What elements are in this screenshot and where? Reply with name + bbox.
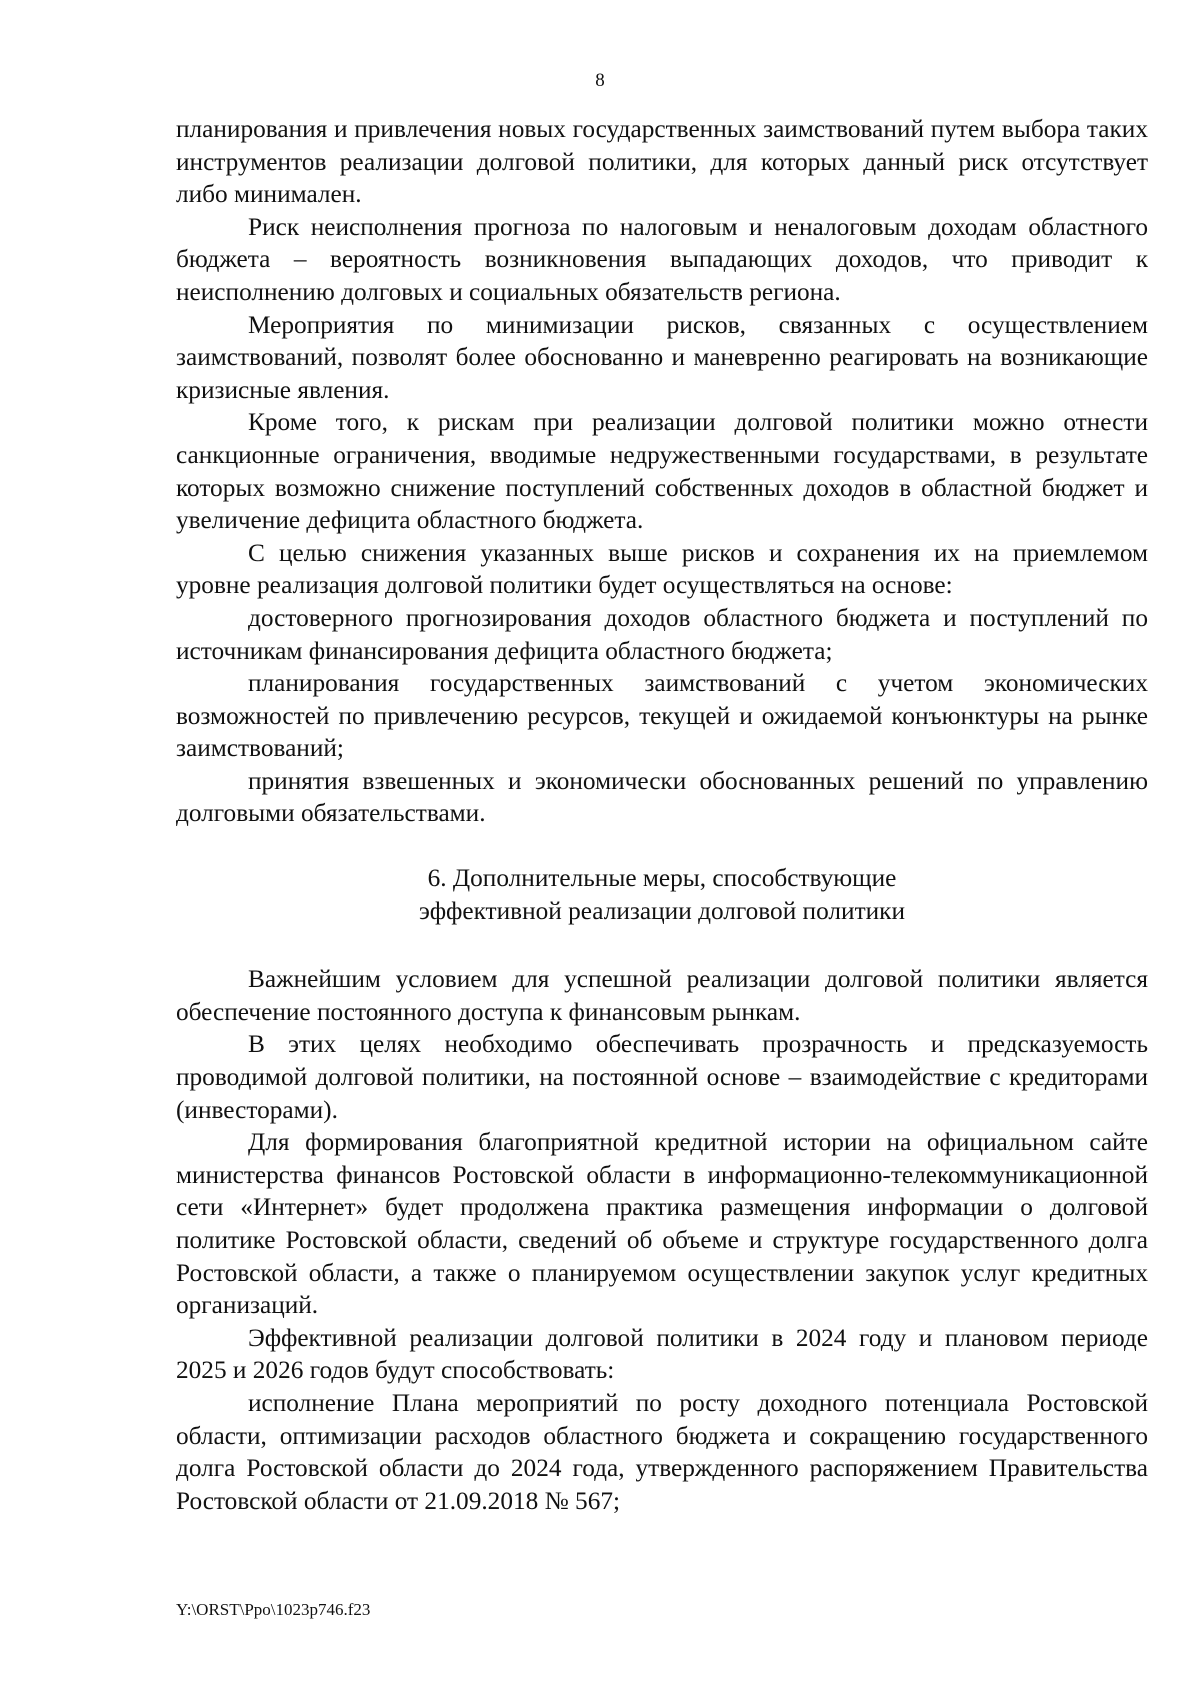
list-item-plan-execution: исполнение Плана мероприятий по росту доходного потенциала Ростовской области, оптимизации расходов областного бюджета и сокращению государственного долга Ростовской области до 2024 года, утвержденного распоряжением Правительства Ростовской области от 21.09.2018 № 567; — [176, 1388, 1148, 1515]
paragraph-risk-measures: Мероприятия по минимизации рисков, связанных с осуществлением заимствований, позволят более обоснованно и маневренно реагировать на возникающие кризисные явления. — [176, 310, 1148, 404]
paragraph-risk-forecast: Риск неисполнения прогноза по налоговым и неналоговым доходам областного бюджета – вероятность возникновения выпадающих доходов, что приводит к неисполнению долговых и социальных обязательств региона. — [176, 212, 1148, 306]
paragraph-continuation: планирования и привлечения новых государственных заимствований путем выбора таких инструментов реализации долговой политики, для которых данный риск отсутствует либо минимален. — [176, 115, 1148, 209]
page-number: 8 — [595, 70, 605, 91]
section-title — [176, 862, 1148, 927]
paragraph-risk-reduction: С целью снижения указанных выше рисков и сохранения их на приемлемом уровне реализация долговой политики будет осуществляться на основе: — [176, 538, 1148, 600]
list-item-borrowing-planning: планирования государственных заимствований с учетом экономических возможностей по привлечению ресурсов, текущей и ожидаемой конъюнктуры на рынке заимствований; — [176, 669, 1148, 763]
paragraph-market-access: Важнейшим условием для успешной реализации долговой политики является обеспечение постоянного доступа к финансовым рынкам. — [176, 965, 1148, 1026]
document-body — [176, 113, 1148, 1517]
section-title-line-2: эффективной реализации долговой политики — [419, 896, 905, 925]
section-title-line-1: 6. Дополнительные меры, способствующие — [427, 864, 897, 893]
paragraph-transparency: В этих целях необходимо обеспечивать прозрачность и предсказуемость проводимой долговой политики, на постоянной основе – взаимодействие с кредиторами (инвесторами). — [176, 1030, 1148, 1124]
list-item-decisions: принятия взвешенных и экономически обоснованных решений по управлению долговыми обязательствами. — [176, 766, 1148, 828]
list-item-forecasting: достоверного прогнозирования доходов областного бюджета и поступлений по источникам финансирования дефицита областного бюджета; — [176, 603, 1148, 665]
paragraph-effective-implementation: Эффективной реализации долговой политики в 2024 году и плановом периоде 2025 и 2026 годов будут способствовать: — [176, 1323, 1148, 1385]
file-path-footer: Y:\ORST\Ppo\1023p746.f23 — [176, 1600, 371, 1619]
paragraph-credit-history: Для формирования благоприятной кредитной истории на официальном сайте министерства финансов Ростовской области в информационно-телекоммуникационной сети «Интернет» будет продолжена практика размещения информации о долговой политике Ростовской области, сведений об объеме и структуре государственного долга Ростовской области, а также о планируемом осуществлении закупок услуг кредитных организаций. — [176, 1128, 1148, 1320]
paragraph-sanctions: Кроме того, к рискам при реализации долговой политики можно отнести санкционные ограничения, вводимые недружественными государствами, в результате которых возможно снижение поступлений собственных доходов в областной бюджет и увеличение дефицита областного бюджета. — [176, 408, 1148, 535]
